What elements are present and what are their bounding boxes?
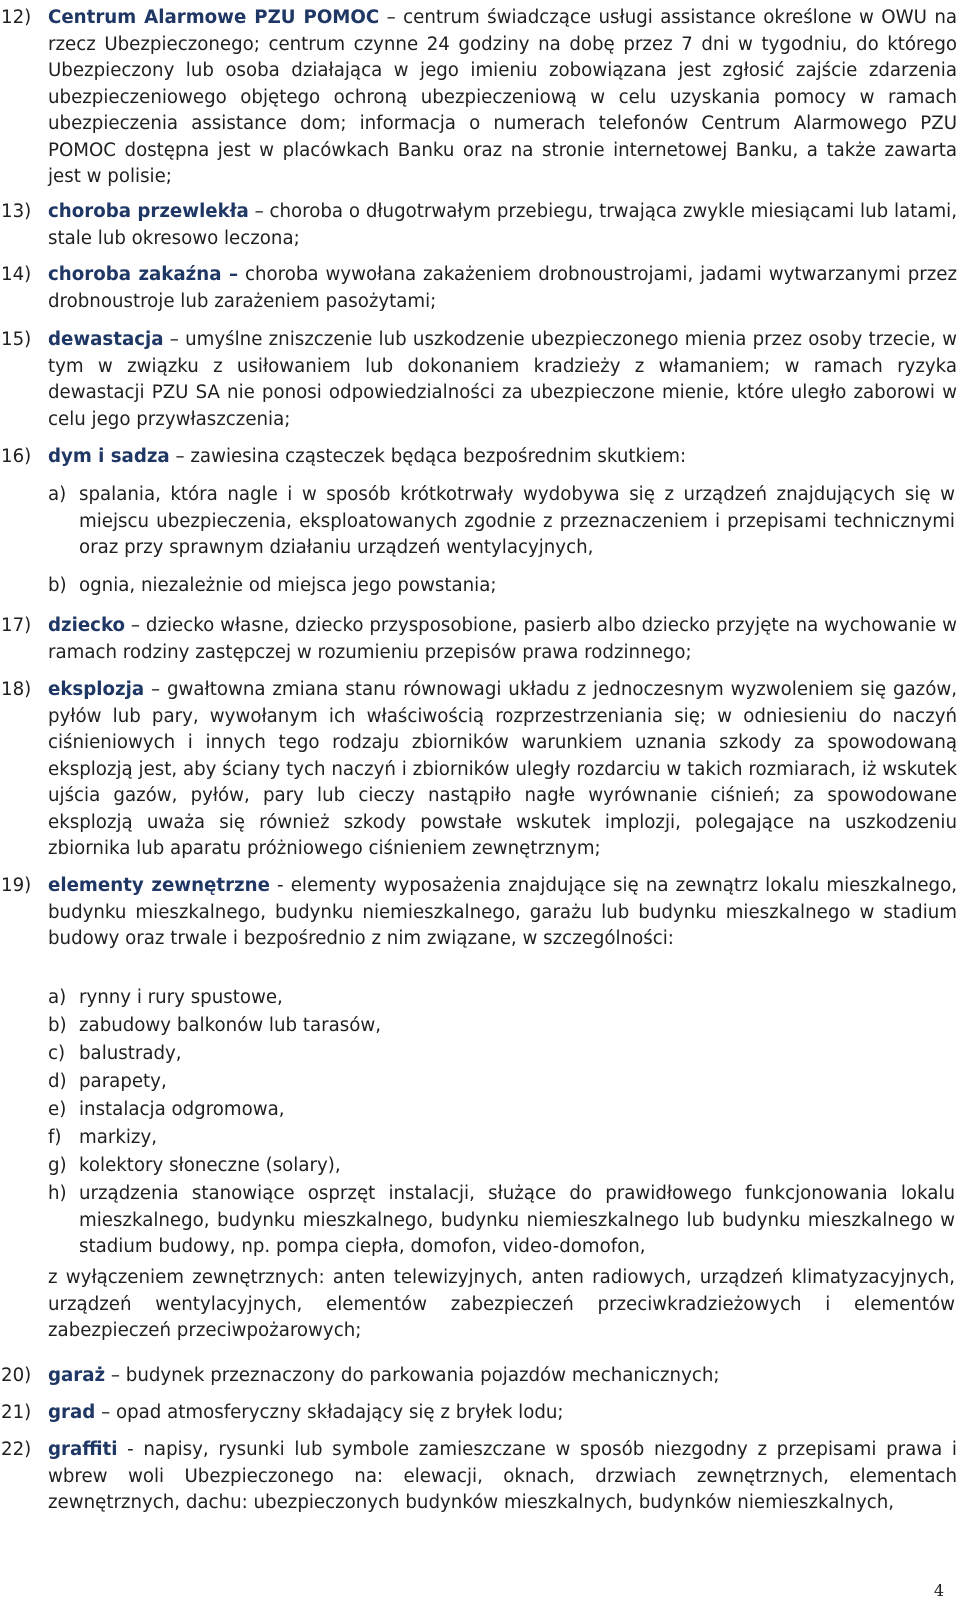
sub-item-text: kolektory słoneczne (solary), [79, 1155, 341, 1176]
page-number: 4 [933, 1581, 944, 1600]
sub-item-letter: d) [48, 1071, 67, 1092]
definition-19: 19) elementy zewnętrzne - elementy wyposażenia znajdujące się na zewnątrz lokalu mieszkalnego, budynku mieszkalnego, budynku niemieszkalnego, garażu lub budynku mieszkalnego w stadium budowy oraz trwale i bezpośrednio z nim związane, w szczególności: [1, 875, 957, 949]
term: choroba przewlekła [48, 201, 249, 222]
definition-14 [0, 262, 957, 315]
definition-13: 13) choroba przewlekła – choroba o długotrwałym przebiegu, trwająca zwykle miesiącami lub latami, stale lub okresowo leczona; [1, 201, 957, 249]
item-number: 17) [1, 615, 32, 636]
exclusion-text: z wyłączeniem zewnętrznych: anten telewizyjnych, anten radiowych, urządzeń klimatyzacyjnych, urządzeń wentylacyjnych, elementów zabezpieczeń przeciwkradzieżowych i elementów zabezpieczeń przeciwpożarowych; [48, 1267, 955, 1341]
definition-text: opad atmosferyczny składający się z bryłek lodu; [115, 1402, 564, 1423]
sub-item [48, 985, 955, 1012]
term: eksplozja [48, 679, 145, 700]
sub-item [48, 1069, 955, 1096]
sub-item-letter: c) [48, 1043, 66, 1064]
definition-16: 16) dym i sadza – zawiesina cząsteczek będąca bezpośrednim skutkiem: [0, 444, 957, 471]
sub-item [48, 573, 955, 600]
item-number: 21) [1, 1402, 32, 1423]
sub-item [48, 1153, 955, 1180]
term: Centrum Alarmowe PZU POMOC [48, 7, 380, 28]
item-number: 20) [1, 1365, 32, 1386]
sub-item-letter: g) [48, 1155, 67, 1176]
sub-item-text: instalacja odgromowa, [79, 1099, 285, 1120]
term: elementy zewnętrzne [48, 875, 270, 896]
term: garaż [48, 1365, 106, 1386]
sub-item-text: zabudowy balkonów lub tarasów, [79, 1015, 381, 1036]
sub-item-text: balustrady, [79, 1043, 182, 1064]
definition-text: centrum świadczące usługi assistance określone w OWU na rzecz Ubezpieczonego; centrum czynne 24 godziny na dobę przez 7 dni w tygodniu, do którego Ubezpieczony lub osoba działająca w jego imieniu zobowiązana jest zgłosić zajście zdarzenia ubezpieczeniowego objętego ochroną ubezpieczeniową w celu uzyskania pomocy w ramach ubezpieczenia assistance dom; informacja o numerach telefonów Centrum Alarmowego PZU POMOC dostępna jest w placówkach Banku oraz na stronie internetowej Banku, a także zawarta jest w polisie; [48, 7, 957, 187]
sub-item-text: ognia, niezależnie od miejsca jego powstania; [79, 575, 497, 596]
item-number: 15) [1, 329, 32, 350]
definition-15: 15) dewastacja – umyślne zniszczenie lub uszkodzenie ubezpieczonego mienia przez osoby trzecie, w tym w związku z usiłowaniem lub dokonaniem kradzieży z włamaniem; w ramach ryzyka dewastacji PZU SA nie ponosi odpowiedzialności za ubezpieczone mienie, które uległo zaborowi w celu jego przywłaszczenia; [1, 329, 957, 430]
sub-item-letter: h) [48, 1183, 67, 1204]
term: graffiti [48, 1439, 118, 1460]
sub-item [48, 1125, 955, 1152]
definition-22: 22) graffiti - napisy, rysunki lub symbole zamieszczane w sposób niezgodny z przepisami prawa i wbrew woli Ubezpieczonego na: elewacji, oknach, drzwiach zewnętrznych, elementach zewnętrznych, dachu: ubezpieczonych budynków mieszkalnych, budynków niemieszkalnych, [1, 1439, 957, 1513]
definition-text: zawiesina cząsteczek będąca bezpośrednim skutkiem: [190, 446, 687, 467]
sub-item-text: markizy, [79, 1127, 158, 1148]
definition-text: budynek przeznaczony do parkowania pojazdów mechanicznych; [125, 1365, 720, 1386]
sub-item [48, 1181, 955, 1261]
definition-text: elementy wyposażenia znajdujące się na zewnątrz lokalu mieszkalnego, budynku mieszkalnego, budynku niemieszkalnego, garażu lub budynku mieszkalnego w stadium budowy oraz trwale i bezpośrednio z nim związane, w szczególności: [48, 875, 957, 949]
sub-item [48, 1097, 955, 1124]
item-number: 18) [1, 679, 32, 700]
item-number: 13) [1, 201, 32, 222]
sub-item-letter: f) [48, 1127, 62, 1148]
definition-text: gwałtowna zmiana stanu równowagi układu z jednoczesnym wyzwoleniem się gazów, pyłów lub pary, wywołanym ich właściwością rozprzestrzeniania się; w odniesieniu do naczyń ciśnieniowych i innych tego rodzaju zbiorników warunkiem uznania szkody za spowodowaną eksplozją jest, aby ściany tych naczyń i zbiorników uległy rozdarciu w takich rozmiarach, iż wskutek ujścia gazów, pyłów, pary lub cieczy nastąpiło nagłe wyrównanie ciśnień; za spowodowane eksplozją uważa się również szkody powstałe wskutek implozji, polegające na uszkodzeniu zbiornika lub aparatu próżniowego ciśnieniem zewnętrznym; [48, 679, 957, 859]
sub-item-letter: a) [48, 987, 67, 1008]
sub-item-text: spalania, która nagle i w sposób krótkotrwały wydobywa się z urządzeń znajdujących się w miejscu ubezpieczenia, eksploatowanych zgodnie z przeznaczeniem i przepisami technicznymi oraz przy sprawnym działaniu urządzeń wentylacyjnych, [79, 484, 955, 558]
item-number: 12) [1, 7, 32, 28]
term: dym i sadza [48, 446, 170, 467]
definition-text: dziecko własne, dziecko przysposobione, pasierb albo dziecko przyjęte na wychowanie w ramach rodziny zastępczej w rozumieniu przepisów prawa rodzinnego; [48, 615, 957, 663]
term: dziecko [48, 615, 126, 636]
sub-item [48, 482, 955, 562]
term: choroba zakaźna – [48, 264, 239, 285]
definition-text: choroba wywołana zakażeniem drobnoustrojami, jadami wytwarzanymi przez drobnoustroje lub zarażeniem pasożytami; [48, 264, 957, 312]
sub-item-text: rynny i rury spustowe, [79, 987, 283, 1008]
term: grad [48, 1402, 96, 1423]
definition-20: 20) garaż – budynek przeznaczony do parkowania pojazdów mechanicznych; [0, 1363, 957, 1390]
term: dewastacja [48, 329, 164, 350]
definition-21: 21) grad – opad atmosferyczny składający się z bryłek lodu; [0, 1400, 957, 1427]
item-number: 22) [1, 1439, 32, 1460]
definition-text: napisy, rysunki lub symbole zamieszczane w sposób niezgodny z przepisami prawa i wbrew woli Ubezpieczonego na: elewacji, oknach, drzwiach zewnętrznych, elementach zewnętrznych, dachu: ubezpieczonych budynków mieszkalnych, budynków niemieszkalnych, [48, 1439, 957, 1513]
sub-item-text: parapety, [79, 1071, 167, 1092]
sub-item [48, 1013, 955, 1040]
definition-17: 17) dziecko – dziecko własne, dziecko przysposobione, pasierb albo dziecko przyjęte na wychowanie w ramach rodziny zastępczej w rozumieniu przepisów prawa rodzinnego; [1, 615, 957, 663]
item-number: 14) [1, 264, 32, 285]
sub-item-letter: b) [48, 1015, 67, 1036]
sub-item [48, 1041, 955, 1068]
sub-item-letter: b) [48, 575, 67, 596]
sub-item-letter: e) [48, 1099, 67, 1120]
item-number: 16) [1, 446, 32, 467]
definition-text: umyślne zniszczenie lub uszkodzenie ubezpieczonego mienia przez osoby trzecie, w tym w związku z usiłowaniem lub dokonaniem kradzieży z włamaniem; w ramach ryzyka dewastacji PZU SA nie ponosi odpowiedzialności za ubezpieczone mienie, które uległo zaborowi w celu jego przywłaszczenia; [48, 329, 957, 430]
sub-item-letter: a) [48, 484, 67, 505]
definition-12: 12) Centrum Alarmowe PZU POMOC – centrum świadczące usługi assistance określone w OWU na rzecz Ubezpieczonego; centrum czynne 24 godziny na dobę przez 7 dni w tygodniu, do którego Ubezpieczony lub osoba działająca w jego imieniu zobowiązana jest zgłosić zajście zdarzenia ubezpieczeniowego objętego ochroną ubezpieczeniową w celu uzyskania pomocy w ramach ubezpieczenia assistance dom; informacja o numerach telefonów Centrum Alarmowego PZU POMOC dostępna jest w placówkach Banku oraz na stronie internetowej Banku, a także zawarta jest w polisie; [1, 7, 957, 187]
definition-text: choroba o długotrwałym przebiegu, trwająca zwykle miesiącami lub latami, stale lub okresowo leczona; [48, 201, 957, 249]
definition-18: 18) eksplozja – gwałtowna zmiana stanu równowagi układu z jednoczesnym wyzwoleniem się gazów, pyłów lub pary, wywołanym ich właściwością rozprzestrzeniania się; w odniesieniu do naczyń ciśnieniowych i innych tego rodzaju zbiorników warunkiem uznania szkody za spowodowaną eksplozją jest, aby ściany tych naczyń i zbiorników uległy rozdarciu w takich rozmiarach, iż wskutek ujścia gazów, pyłów, pary lub cieczy nastąpiło nagłe wyrównanie ciśnień; za spowodowane eksplozją uważa się również szkody powstałe wskutek implozji, polegające na uszkodzeniu zbiornika lub aparatu próżniowego ciśnieniem zewnętrznym; [1, 679, 957, 859]
sub-item-text: urządzenia stanowiące osprzęt instalacji, służące do prawidłowego funkcjonowania lokalu mieszkalnego, budynku mieszkalnego, budynku niemieszkalnego lub budynku mieszkalnego w stadium budowy, np. pompa ciepła, domofon, video-domofon, [79, 1183, 955, 1257]
item-number: 19) [1, 875, 32, 896]
